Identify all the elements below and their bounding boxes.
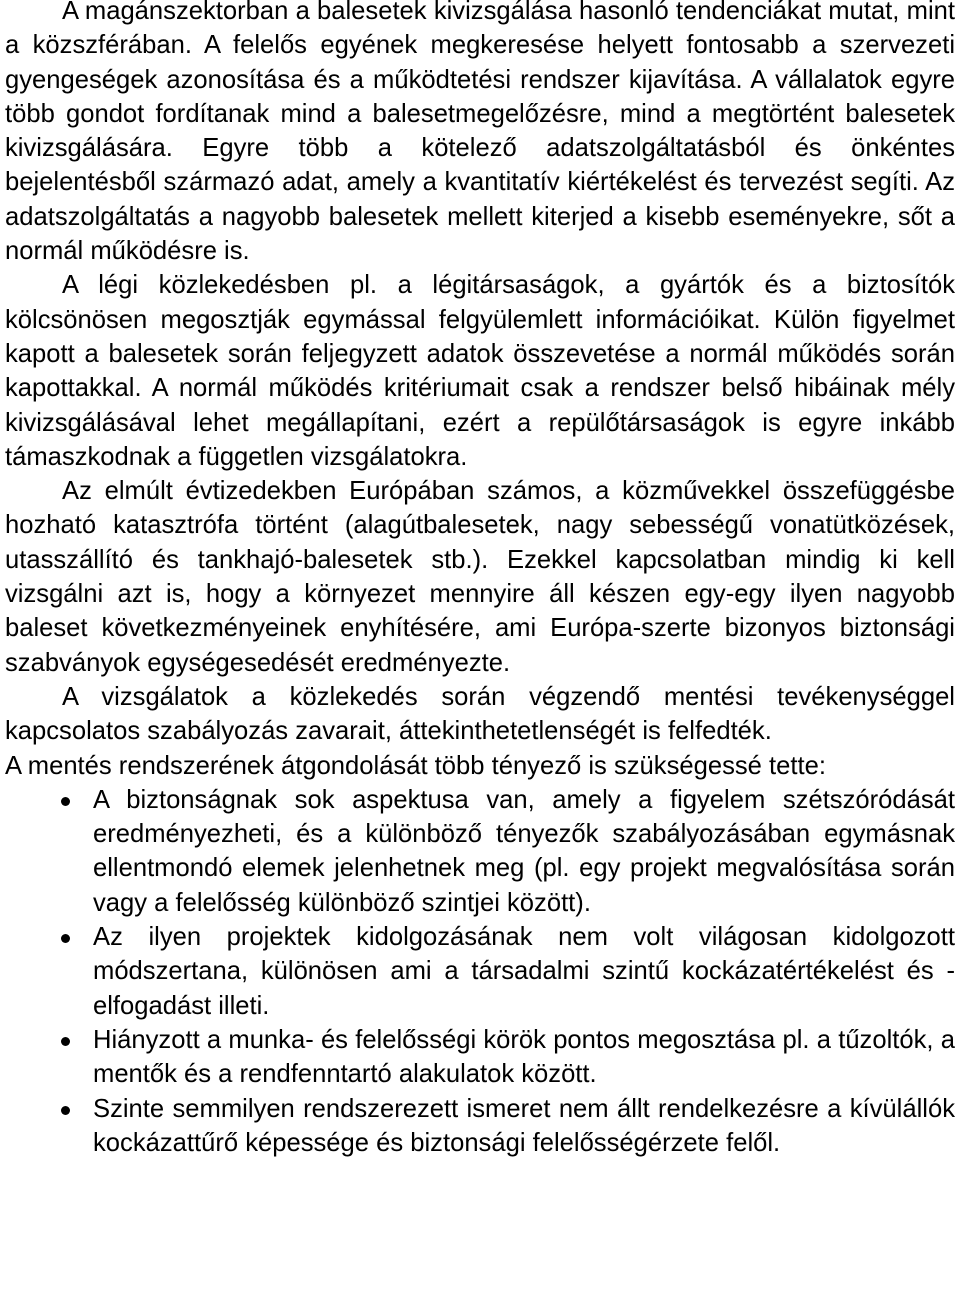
list-item-text: Hiányzott a munka- és felelősségi körök pontos megosztása pl. a tűzoltók, a mentők és a rendfenntartó alakulatok között. [93, 1025, 955, 1089]
paragraph-aviation: A légi közlekedésben pl. a légitársaságok, a gyártók és a biztosítók kölcsönösen megosztják egymással felgyülemlett információikat. Külön figyelmet kapott a balesetek során feljegyzett adatok összevetése a normál működés során kapottakkal. A normál működés kritériumait csak a rendszer belső hibáinak mély kivizsgálásával lehet megállapítani, ezért a repülőtársaságok is egyre inkább támaszkodnak a független vizsgálatokra. [5, 271, 955, 471]
list-item-text: Szinte semmilyen rendszerezett ismeret nem állt rendelkezésre a kívülállók kockázattűrő képessége és biztonsági felelősségérzete felől. [93, 1094, 955, 1157]
bullet-icon [61, 797, 70, 806]
document-page [5, 0, 955, 1160]
bullet-icon [61, 1037, 70, 1046]
list-item-text: A biztonságnak sok aspektusa van, amely a figyelem szétszóródását eredményezheti, és a különböző tényezők szabályozásában egymásnak ellentmondó elemek jelenhetnek meg (pl. egy projekt megvalósítása során vagy a felelősség különböző szintjei között). [93, 785, 955, 917]
paragraph-rescue-regulation: A vizsgálatok a közlekedés során végzendő mentési tevékenységgel kapcsolatos szabályozás zavarait, áttekinthetetlenségét is felfedték. [5, 682, 955, 746]
bullet-icon [61, 1106, 70, 1115]
list-item [5, 920, 955, 1023]
factor-list [5, 783, 955, 1160]
paragraph-europe-disasters: Az elmúlt évtizedekben Európában számos, a közművekkel összefüggésbe hozható katasztrófa történt (alagútbalesetek, nagy sebességű vonatütközések, utasszállító és tankhajó-balesetek stb.). Ezekkel kapcsolatban mindig ki kell vizsgálni azt is, hogy a környezet mennyire áll készen egy-egy ilyen nagyobb baleset következményeinek enyhítésére, ami Európa-szerte bizonyos biztonsági szabványok egységesedését eredményezte. [5, 477, 955, 677]
list-item [5, 1092, 955, 1161]
bullet-icon [61, 934, 70, 943]
paragraph-rescue-system-intro: A mentés rendszerének átgondolását több tényező is szükségessé tette: [5, 751, 826, 780]
list-item [5, 1023, 955, 1092]
list-item [5, 783, 955, 920]
list-item-text: Az ilyen projektek kidolgozásának nem volt világosan kidolgozott módszertana, különösen ami a társadalmi szintű kockázatértékelést és -elfogadást illeti. [93, 923, 955, 1020]
paragraph-private-sector: A magánszektorban a balesetek kivizsgálása hasonló tendenciákat mutat, mint a közszférában. A felelős egyének megkeresése helyett fontosabb a szervezeti gyengeségek azonosítása és a működtetési rendszer kijavítása. A vállalatok egyre több gondot fordítanak mind a balesetmegelőzésre, mind a megtörtént balesetek kivizsgálására. Egyre több a kötelező adatszolgáltatásból és önkéntes bejelentésből származó adat, amely a kvantitatív kiértékelést és tervezést segíti. Az adatszolgáltatás a nagyobb balesetek mellett kiterjed a kisebb eseményekre, sőt a normál működésre is. [5, 0, 955, 266]
